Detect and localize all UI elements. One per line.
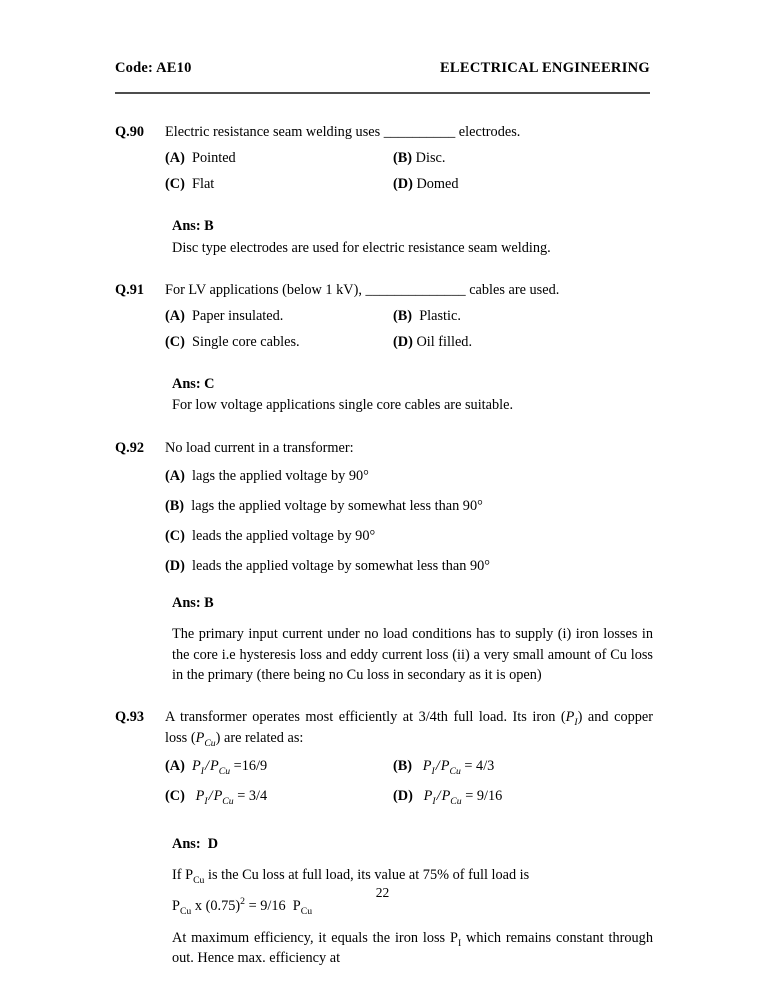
- answer-label-q92: Ans: B: [172, 595, 214, 612]
- option-a-text: Pointed: [192, 150, 236, 167]
- formula-numerator-base: P: [192, 757, 201, 774]
- formula-denominator-sub: Cu: [449, 765, 461, 777]
- formula-mid: x (0.75): [191, 898, 241, 915]
- option-b-q90[interactable]: [393, 150, 445, 167]
- symbol-copper-loss: [195, 729, 216, 749]
- answer-label-q91: Ans: C: [172, 376, 215, 393]
- formula-denominator-sub: Cu: [450, 795, 462, 807]
- options-q92: [0, 468, 765, 575]
- options-row-2: [0, 176, 765, 202]
- symbol-base: P: [195, 729, 205, 746]
- option-c-q92[interactable]: [165, 528, 765, 545]
- formula-denominator-base: P: [441, 787, 451, 804]
- option-d-q91[interactable]: [393, 334, 472, 351]
- options-row-1: [0, 150, 765, 176]
- formula-denominator-sub: Cu: [218, 765, 231, 777]
- formula-p2-base: P: [292, 898, 301, 915]
- solution-text-part2: which remains constant through out. Hence max. efficiency at: [172, 929, 653, 967]
- question-number-q93: Q.93: [115, 709, 144, 726]
- symbol-iron-loss: [565, 709, 578, 729]
- answer-block-q93: [172, 834, 653, 968]
- answer-block-q92: [172, 593, 653, 685]
- symbol-subscript: I: [574, 717, 578, 729]
- stem-text-after-blank: cables are used.: [465, 281, 560, 298]
- option-b-value: = 4/3: [464, 757, 495, 774]
- formula-slash: /: [205, 757, 209, 774]
- solution-text-part2: is the Cu loss at full load, its value at 75% of full load is: [204, 867, 530, 884]
- solution-line-1: [172, 865, 653, 885]
- answer-explanation-q90: Disc type electrodes are used for electric resistance seam welding.: [172, 239, 551, 256]
- solution-subscript: Cu: [193, 875, 205, 887]
- option-a-q92[interactable]: [165, 468, 765, 485]
- options-q90: [0, 150, 765, 202]
- option-a-text: lags the applied voltage by 90°: [192, 468, 369, 485]
- option-b-label: (B): [165, 498, 185, 515]
- option-d-text: leads the applied voltage by somewhat less than 90°: [192, 558, 490, 575]
- answer-explanation-q92: The primary input current under no load conditions has to supply (i) iron losses in the core i.e hysteresis loss and eddy current loss (ii) a very small amount of Cu loss in the primary (there being no Cu loss in secondary as it is open): [172, 626, 653, 683]
- option-d-value: = 9/16: [465, 787, 503, 804]
- formula-numerator-base: P: [422, 757, 432, 774]
- formula-numerator-sub: I: [200, 765, 204, 777]
- option-a-formula: [192, 757, 231, 777]
- question-block-q92: [0, 438, 765, 685]
- question-block-q91: [0, 280, 765, 416]
- question-number-q92: Q.92: [115, 439, 144, 456]
- formula-exponent: 2: [240, 896, 245, 908]
- option-c-label: (C): [165, 176, 185, 193]
- solution-text-part1: At maximum efficiency, it equals the iron loss P: [172, 929, 458, 946]
- option-b-text: Disc.: [415, 150, 446, 167]
- option-d-q90[interactable]: [393, 176, 459, 193]
- answer-block-q90: [172, 216, 653, 258]
- solution-text-part1: If P: [172, 867, 194, 884]
- header-divider: [115, 92, 650, 94]
- formula-slash: /: [436, 787, 441, 804]
- options-row-2: [0, 334, 765, 360]
- options-row-1: [0, 758, 765, 788]
- stem-text-before-blank: Electric resistance seam welding uses: [165, 124, 384, 140]
- formula-denominator-sub: Cu: [222, 795, 234, 807]
- option-a-label: (A): [165, 757, 185, 774]
- option-a-label: (A): [165, 150, 185, 167]
- option-c-formula: [195, 787, 234, 807]
- stem-text-part1: A transformer operates most efficiently at 3/4th full load. Its iron (: [165, 709, 566, 726]
- page-header: [115, 60, 650, 77]
- option-b-text: lags the applied voltage by somewhat less than 90°: [191, 498, 483, 515]
- stem-text-part2: ) and copper loss (: [165, 709, 653, 746]
- formula-denominator-base: P: [209, 757, 219, 774]
- answer-blank: __________: [383, 124, 456, 140]
- option-a-text: Paper insulated.: [192, 308, 284, 325]
- stem-text-q92: No load current in a transformer:: [165, 439, 354, 456]
- stem-text-before-blank: For LV applications (below 1 kV),: [165, 281, 366, 298]
- option-b-q91[interactable]: [393, 308, 461, 325]
- option-a-label: (A): [165, 468, 185, 485]
- options-row-1: [0, 308, 765, 334]
- formula-p1-base: P: [172, 898, 180, 915]
- question-number-q91: Q.91: [115, 281, 144, 298]
- option-c-label: (C): [165, 334, 185, 351]
- option-c-q90[interactable]: [165, 176, 214, 193]
- option-a-value: =16/9: [233, 757, 268, 774]
- option-b-label: (B): [393, 150, 413, 167]
- formula-slash: /: [435, 757, 440, 774]
- question-block-q93: [0, 707, 765, 968]
- option-c-label: (C): [165, 528, 185, 545]
- options-q91: [0, 308, 765, 360]
- question-stem-q92: [0, 438, 765, 458]
- option-b-label: (B): [393, 308, 413, 325]
- formula-numerator-sub: I: [431, 765, 435, 777]
- option-b-formula: [422, 757, 461, 777]
- option-b-q93[interactable]: [393, 758, 494, 775]
- option-c-q93[interactable]: [165, 788, 267, 805]
- stem-text-part3: ) are related as:: [215, 729, 304, 746]
- header-code: Code: AE10: [115, 60, 192, 76]
- option-a-q90[interactable]: [165, 150, 236, 167]
- stem-text-after-blank: electrodes.: [455, 124, 521, 140]
- option-b-q92[interactable]: [165, 498, 765, 515]
- option-d-label: (D): [393, 176, 413, 193]
- page-number: 22: [375, 885, 390, 900]
- question-number-q90: Q.90: [115, 124, 144, 140]
- questions-container: [0, 122, 765, 968]
- solution-subscript: I: [457, 937, 462, 949]
- question-stem-q91: [0, 280, 765, 300]
- formula-denominator-base: P: [213, 787, 223, 804]
- answer-blank: ______________: [365, 281, 466, 298]
- symbol-base: P: [565, 709, 575, 726]
- formula-p1-sub: Cu: [179, 906, 192, 918]
- option-d-text: Oil filled.: [416, 334, 473, 351]
- formula-numerator-base: P: [423, 787, 433, 804]
- question-stem-q90: [0, 122, 765, 142]
- option-c-text: Single core cables.: [192, 334, 300, 351]
- option-a-q91[interactable]: [165, 308, 283, 325]
- option-c-q91[interactable]: [165, 334, 300, 351]
- option-c-text: leads the applied voltage by 90°: [192, 528, 376, 545]
- formula-numerator-sub: I: [204, 795, 208, 807]
- formula-numerator-base: P: [195, 787, 205, 804]
- option-d-label: (D): [393, 787, 413, 804]
- answer-explanation-q91: For low voltage applications single core cables are suitable.: [172, 397, 514, 414]
- option-b-label: (B): [393, 757, 413, 774]
- answer-label-q93: Ans: D: [172, 835, 219, 852]
- option-d-formula: [423, 787, 462, 807]
- option-c-value: = 3/4: [237, 787, 268, 804]
- symbol-subscript: Cu: [204, 737, 216, 749]
- formula-numerator-sub: I: [432, 795, 436, 807]
- option-d-q93[interactable]: [393, 788, 502, 805]
- option-b-text: Plastic.: [419, 308, 461, 325]
- formula-slash: /: [208, 787, 213, 804]
- options-row-2: [0, 788, 765, 818]
- question-block-q90: [0, 122, 765, 258]
- option-c-text: Flat: [192, 176, 215, 193]
- question-stem-q93: [0, 707, 765, 748]
- options-q93: [0, 758, 765, 818]
- option-a-label: (A): [165, 308, 185, 325]
- option-d-q92[interactable]: [165, 558, 765, 575]
- formula-p2-sub: Cu: [300, 906, 313, 918]
- formula-equals: = 9/16: [245, 898, 293, 915]
- option-a-q93[interactable]: [165, 758, 267, 775]
- answer-label-q90: Ans: B: [172, 218, 214, 235]
- solution-line-3: [172, 928, 653, 969]
- option-d-label: (D): [393, 334, 413, 351]
- option-d-label: (D): [165, 558, 185, 575]
- header-title: ELECTRICAL ENGINEERING: [439, 60, 650, 76]
- formula-denominator-base: P: [440, 757, 450, 774]
- answer-block-q91: [172, 374, 653, 416]
- option-c-label: (C): [165, 787, 185, 804]
- option-d-text: Domed: [416, 176, 459, 193]
